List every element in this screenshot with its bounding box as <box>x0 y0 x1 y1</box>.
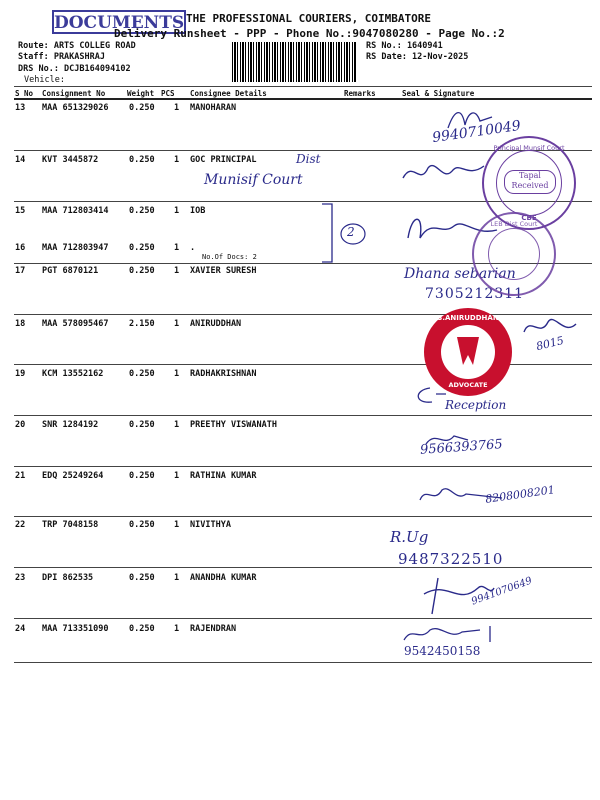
no-of-docs: No.Of Docs: 2 <box>202 253 257 261</box>
staff-label: Staff: PRAKASHRAJ <box>18 52 105 62</box>
rs-number: RS No.: 1640941 <box>366 41 443 51</box>
barcode <box>232 42 356 82</box>
cell-consignee: PREETHY VISWANATH <box>190 420 277 430</box>
cell-sno: 21 <box>15 471 26 481</box>
cell-sno: 14 <box>15 155 26 165</box>
cell-weight: 0.250 <box>129 266 155 276</box>
handwritten-phone-r23: 9941070649 <box>470 575 534 608</box>
table-top-border <box>14 86 592 87</box>
cell-consignee: RAJENDRAN <box>190 624 237 634</box>
cell-consignee: RADHAKRISHNAN <box>190 369 257 379</box>
cell-consignment: MAA 712803947 <box>42 243 109 253</box>
handwritten-phone-r17: 7305212311 <box>425 286 525 302</box>
court-seal-bottom-text: CBE <box>521 214 537 222</box>
table-header-border <box>14 98 592 100</box>
cell-pcs: 1 <box>174 471 180 481</box>
row-divider <box>14 662 592 663</box>
cell-pcs: 1 <box>174 266 180 276</box>
cell-pcs: 1 <box>174 420 180 430</box>
handwritten-name-r17: Dhana sebarian <box>404 266 516 282</box>
cell-pcs: 1 <box>174 155 180 165</box>
row-divider <box>14 466 592 467</box>
cell-consignment: MAA 713351090 <box>42 624 109 634</box>
drs-number: DRS No.: DCJB164094102 <box>18 64 131 74</box>
cell-pcs: 1 <box>174 369 180 379</box>
cell-consignee: ANANDHA KUMAR <box>190 573 257 583</box>
cell-sno: 18 <box>15 319 26 329</box>
cell-sno: 20 <box>15 420 26 430</box>
cell-weight: 0.250 <box>129 206 155 216</box>
cell-pcs: 1 <box>174 520 180 530</box>
court-seal-center-text: Tapal Received <box>504 170 556 194</box>
cell-weight: 0.250 <box>129 243 155 253</box>
signature-r24 <box>400 622 520 646</box>
bracket-count: 2 <box>347 225 355 239</box>
cell-consignee: NIVITHYA <box>190 520 231 530</box>
cell-weight: 0.250 <box>129 155 155 165</box>
cell-consignment: MAA 651329026 <box>42 103 109 113</box>
row-divider <box>14 516 592 517</box>
cell-consignment: KCM 13552162 <box>42 369 104 379</box>
r14-note-dist: Dist <box>296 152 321 166</box>
bracket-mark <box>322 204 332 262</box>
row-divider <box>14 415 592 416</box>
runsheet-title: Delivery Runsheet - PPP - Phone No.:9047080280 - Page No.:2 <box>114 27 505 40</box>
signature-r14 <box>398 158 488 188</box>
col-consignment-header: Consignment No <box>42 89 106 98</box>
cell-consignment: TRP 7048158 <box>42 520 99 530</box>
col-seal-header: Seal & Signature <box>402 89 475 98</box>
handwritten-phone-r22: 9487322510 <box>398 550 504 568</box>
row-divider <box>14 618 592 619</box>
cell-consignee: RATHINA KUMAR <box>190 471 257 481</box>
advocate-seal <box>424 308 512 396</box>
cell-consignment: SNR 1284192 <box>42 420 99 430</box>
handwritten-name-r22: R.Ug <box>390 528 429 546</box>
cell-pcs: 1 <box>174 243 180 253</box>
advocate-emblem-icon <box>453 335 483 369</box>
cell-consignee: ANIRUDDHAN <box>190 319 242 329</box>
advocate-seal-bottom-text: ADVOCATE <box>448 381 488 389</box>
cell-weight: 0.250 <box>129 624 155 634</box>
cell-weight: 0.250 <box>129 103 155 113</box>
rs-date: RS Date: 12-Nov-2025 <box>366 52 469 62</box>
handwritten-phone-r18: 8015 <box>534 333 566 354</box>
cell-consignment: MAA 578095467 <box>42 319 109 329</box>
cell-pcs: 1 <box>174 624 180 634</box>
handwritten-phone-r21: 8208008201 <box>484 483 556 506</box>
court-seal-top-text: Principal Munsif Court <box>493 144 565 152</box>
cell-sno: 19 <box>15 369 26 379</box>
handwritten-phone-r20: 9566393765 <box>419 437 504 458</box>
cell-consignment: DPI 862535 <box>42 573 94 583</box>
cell-sno: 24 <box>15 624 26 634</box>
cell-weight: 0.250 <box>129 420 155 430</box>
cell-sno: 15 <box>15 206 26 216</box>
cell-sno: 22 <box>15 520 26 530</box>
col-remarks-header: Remarks <box>344 89 376 98</box>
col-sno-header: S No <box>15 89 34 98</box>
cell-consignee: IOB <box>190 206 206 216</box>
cell-weight: 0.250 <box>129 573 155 583</box>
col-weight-header: Weight <box>127 89 155 98</box>
cell-pcs: 1 <box>174 319 180 329</box>
col-pcs-header: PCS <box>161 89 175 98</box>
vehicle-label: Vehicle: <box>24 75 65 85</box>
cell-sno: 16 <box>15 243 26 253</box>
handwritten-text-r19: Reception <box>445 398 507 412</box>
district-court-seal-text: LEB Dist Court <box>490 220 538 228</box>
handwritten-phone-r13: 9940710049 <box>431 117 522 147</box>
cell-consignee: MANOHARAN <box>190 103 237 113</box>
cell-weight: 0.250 <box>129 520 155 530</box>
cell-consignee: XAVIER SURESH <box>190 266 257 276</box>
r14-note-court: Munisif Court <box>204 172 303 188</box>
cell-weight: 2.150 <box>129 319 155 329</box>
cell-consignment: PGT 6870121 <box>42 266 99 276</box>
cell-consignee: . <box>190 243 196 253</box>
cell-pcs: 1 <box>174 206 180 216</box>
route-label: Route: ARTS COLLEG ROAD <box>18 41 136 51</box>
advocate-seal-top-text: S.ANIRUDDHAN <box>437 314 499 322</box>
handwritten-phone-r24: 9542450158 <box>404 644 481 658</box>
cell-sno: 17 <box>15 266 26 276</box>
company-title: THE PROFESSIONAL COURIERS, COIMBATORE <box>186 12 432 25</box>
cell-sno: 13 <box>15 103 26 113</box>
cell-consignment: EDQ 25249264 <box>42 471 104 481</box>
district-court-seal <box>472 212 556 296</box>
col-consignee-header: Consignee Details <box>190 89 267 98</box>
cell-consignee: GOC PRINCIPAL <box>190 155 257 165</box>
row-divider <box>14 567 592 568</box>
cell-consignment: KVT 3445872 <box>42 155 99 165</box>
cell-sno: 23 <box>15 573 26 583</box>
cell-weight: 0.250 <box>129 369 155 379</box>
documents-stamp: DOCUMENTS <box>52 10 186 34</box>
cell-weight: 0.250 <box>129 471 155 481</box>
cell-pcs: 1 <box>174 573 180 583</box>
district-court-seal-inner <box>488 228 540 280</box>
cell-pcs: 1 <box>174 103 180 113</box>
cell-consignment: MAA 712803414 <box>42 206 109 216</box>
